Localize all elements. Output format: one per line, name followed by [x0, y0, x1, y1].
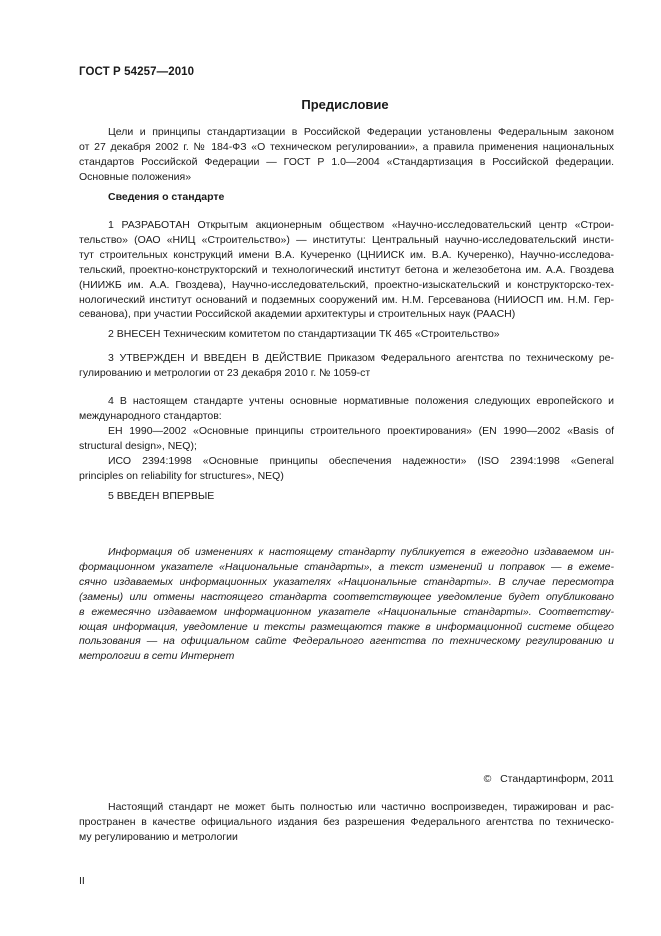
notice-line: (замены) или отмены настоящего стандарта соответствующее уведомление будет опубликовано [79, 590, 614, 603]
page-title: Предисловие [301, 97, 389, 112]
item-line: ЕН 1990—2002 «Основные принципы строительного проектирования» (EN 1990—2002 «Basis of [108, 424, 614, 437]
notice-line: в ежемесячно издаваемом информационном указателе «Национальные стандарты». Соответству- [79, 605, 614, 618]
item-4-paragraph [79, 394, 614, 483]
item-line: structural design», NEQ); [79, 439, 197, 452]
notice-line: пользования — на официальном сайте Федерального агентства по техническому регулированию и [79, 635, 614, 648]
item-line: международного стандартов: [79, 409, 222, 422]
item-line: (НИИЖБ им. А.А. Гвоздева), Научно-исследовательский, проектно-изыскательский и конструкторско-тех- [79, 278, 614, 291]
notice-line: сячно издаваемых информационных указателях «Национальные стандарты». В случае пересмотра [79, 575, 614, 588]
item-3-paragraph [79, 351, 614, 381]
item-line: 2 ВНЕСЕН Техническим комитетом по стандартизации ТК 465 «Строительство» [108, 328, 500, 340]
intro-line: Цели и принципы стандартизации в Российской Федерации установлены Федеральным законом [108, 126, 614, 138]
standard-code: ГОСТ Р 54257—2010 [79, 66, 195, 78]
page-number: II [79, 875, 85, 887]
item-line: нологический институт оснований и подземных сооружений им. Н.М. Герсеванова (НИИОСП им. Н.М. Гер- [79, 293, 614, 306]
item-line: тельский, проектно-конструкторский и технологический институт бетона и железобетона им. А.А. Гвоздева [79, 263, 614, 276]
reproduction-line: му регулированию и метрологии [79, 830, 238, 843]
item-line: тут строительных конструкций имени В.А. Кучеренко (ЦНИИСК им. В.А. Кучеренко), Научно-исследова- [79, 248, 614, 261]
item-line: 5 ВВЕДЕН ВПЕРВЫЕ [108, 490, 215, 502]
item-line: тельство» (ОАО «НИЦ «Строительство») — институты: Центральный научно-исследовательский инсти- [79, 233, 614, 246]
item-line: principles on reliability for structures», NEQ) [79, 469, 284, 482]
item-2-paragraph [79, 327, 614, 342]
notice-paragraph [79, 545, 614, 664]
notice-line: ющая информация, уведомление и тексты размещаются также в информационной системе общего [79, 620, 614, 633]
item-line: гулированию и метрологии от 23 декабря 2010 г. № 1059-ст [79, 366, 371, 379]
copyright-notice: © Стандартинформ, 2011 [483, 773, 614, 785]
item-line: 4 В настоящем стандарте учтены основные нормативные положения следующих европейского и [108, 395, 614, 407]
item-1-paragraph [79, 218, 614, 322]
intro-line: от 27 декабря 2002 г. № 184-ФЗ «О техническом регулировании», а правила применения национальных [79, 140, 614, 153]
item-line: ИСО 2394:1998 «Основные принципы обеспечения надежности» (ISO 2394:1998 «General [108, 454, 614, 467]
intro-paragraph [79, 125, 614, 185]
intro-line: Основные положения» [79, 170, 192, 183]
notice-line: Информация об изменениях к настоящему стандарту публикуется в ежегодно издаваемом ин- [108, 546, 614, 558]
notice-line: метрологии в сети Интернет [79, 650, 235, 663]
intro-line: стандартов Российской Федерации — ГОСТ Р 1.0—2004 «Стандартизация в Российской федерации. [79, 155, 614, 168]
item-5-paragraph [79, 489, 614, 504]
notice-line: формационном указателе «Национальные стандарты», а текст изменений и поправок — в ежеме- [79, 560, 614, 573]
reproduction-line: пространен в качестве официального издания без разрешения Федерального агентства по техническо- [79, 815, 614, 828]
reproduction-paragraph [79, 800, 614, 845]
item-line: 1 РАЗРАБОТАН Открытым акционерным обществом «Научно-исследовательский центр «Строи- [108, 219, 614, 231]
item-line: 3 УТВЕРЖДЕН И ВВЕДЕН В ДЕЙСТВИЕ Приказом Федерального агентства по техническому ре- [108, 352, 614, 364]
item-line: севанова), при участии Российской академии архитектуры и строительных наук (РААСН) [79, 308, 516, 321]
reproduction-line: Настоящий стандарт не может быть полностью или частично воспроизведен, тиражирован и рас- [108, 801, 614, 813]
info-heading: Сведения о стандарте [108, 191, 225, 203]
